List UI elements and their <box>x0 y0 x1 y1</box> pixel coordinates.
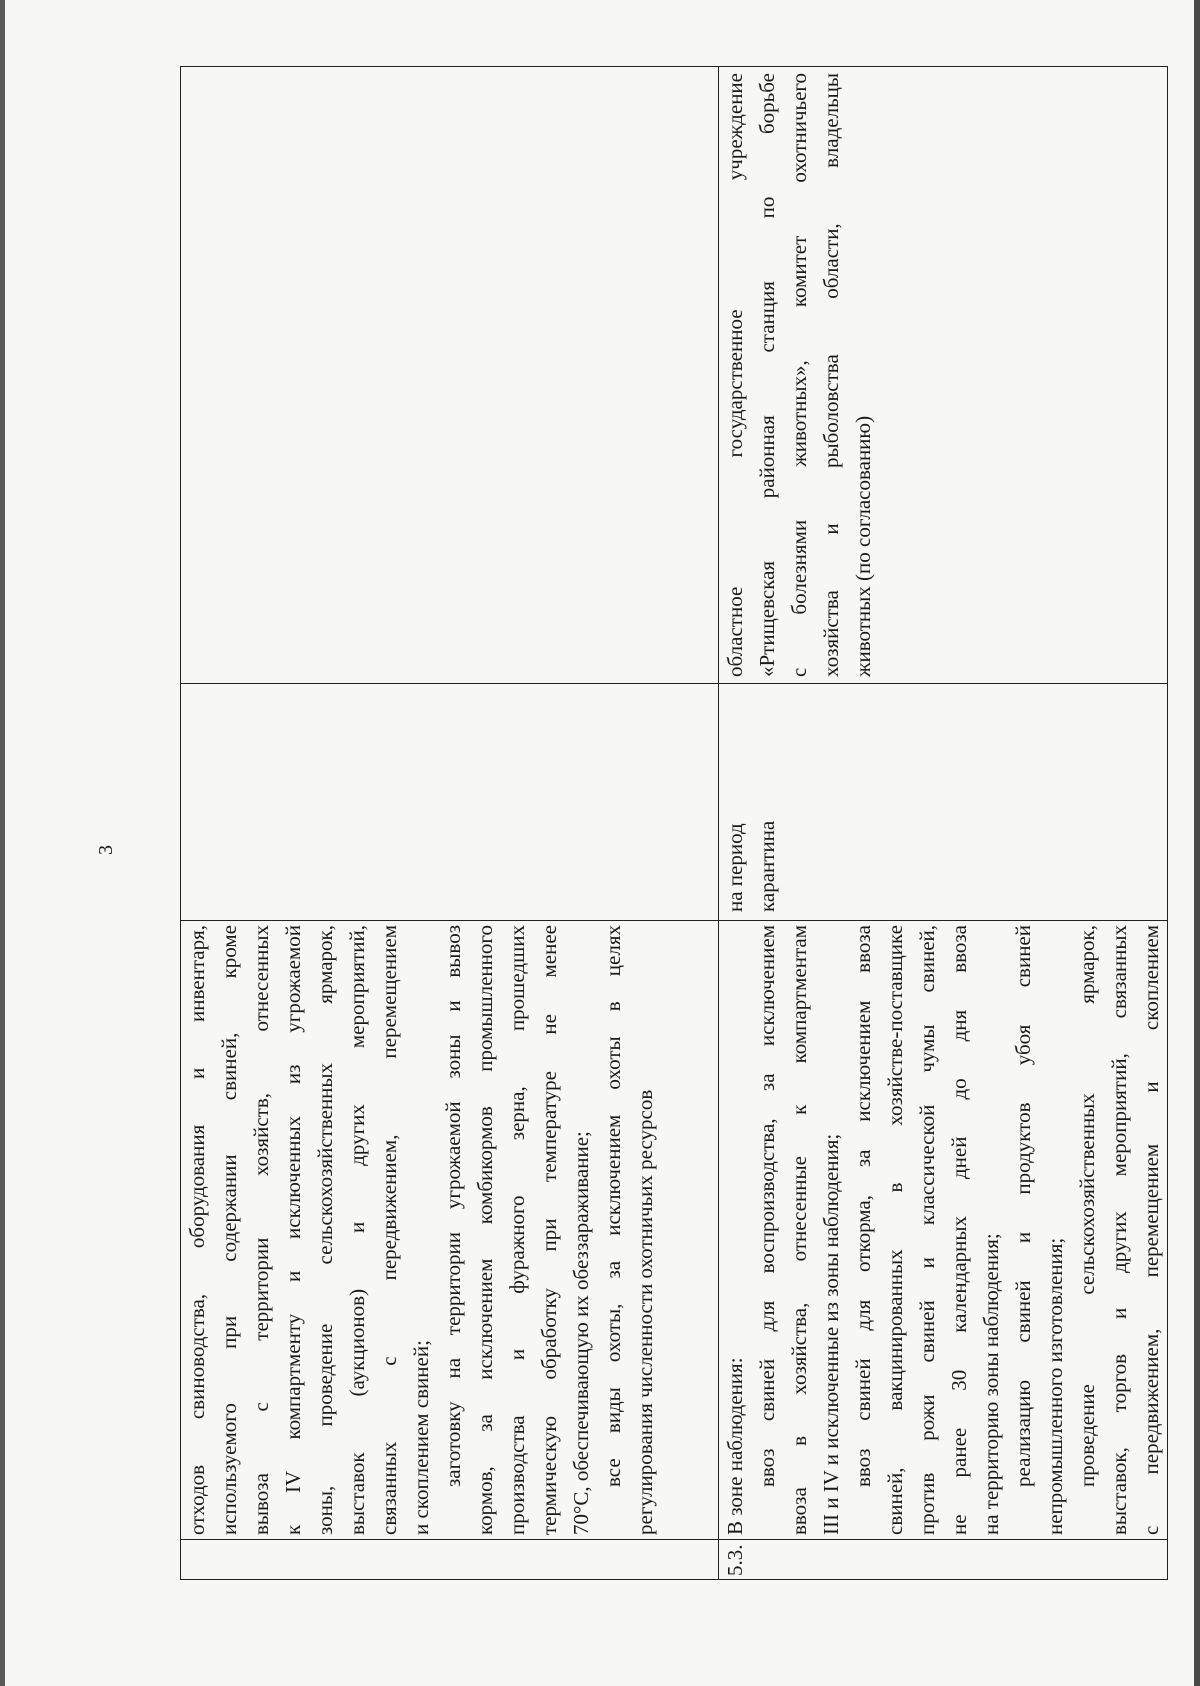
text-line: «Ртищевская районная станция по борьбе <box>755 73 779 677</box>
text-line: на период <box>723 823 747 912</box>
page-number: 3 <box>95 845 117 855</box>
scan-edge-left <box>0 0 5 1686</box>
text-line: отходов свиноводства, оборудования и инвентаря, <box>185 925 209 1535</box>
item-number: 5.3. <box>723 1544 747 1576</box>
text-line: используемого при содержании свиней, кроме <box>217 925 241 1535</box>
text-line: выставок (аукционов) и других мероприятий, <box>345 925 369 1535</box>
text-line: против рожи свиней и классической чумы свиней, <box>915 925 939 1535</box>
measures-text-cell <box>719 921 1168 1540</box>
text-line: непромышленного изготовления; <box>1043 1237 1067 1535</box>
text-line: регулирования численности охотничьих ресурсов <box>633 1089 657 1535</box>
text-line: термическую обработку при температуре не менее <box>537 925 561 1535</box>
text-line: ввоз свиней для откорма, за исключением ввоза <box>851 925 875 1487</box>
measures-text <box>719 925 1167 1535</box>
text-line: связанных с передвижением, перемещением <box>377 925 401 1535</box>
text-line: реализацию свиней и продуктов убоя свиней <box>1011 925 1035 1487</box>
text-line: с болезнями животных», комитет охотничьего <box>787 73 811 677</box>
text-line: свиней, вакцинированных в хозяйстве-поставщике <box>883 925 907 1535</box>
text-line: 70°С, обеспечивающую их обеззараживание; <box>569 1131 593 1535</box>
text-line: проведение сельскохозяйственных ярмарок, <box>1075 925 1099 1487</box>
text-line: к IV компартменту и исключенных из угрожаемой <box>281 925 305 1535</box>
responsible-cell <box>181 67 719 684</box>
text-line: ввоза в хозяйства, отнесенные к компартментам <box>787 925 811 1535</box>
table-row-continuation <box>181 67 719 1580</box>
text-line: карантина <box>755 820 779 912</box>
text-line: вывоза с территории хозяйств, отнесенных <box>249 925 273 1535</box>
num-cell <box>181 1540 719 1580</box>
table-row-5-3 <box>719 67 1168 1580</box>
responsible-text <box>719 73 879 677</box>
term-cell <box>181 684 719 921</box>
text-line: III и IV и исключенные из зоны наблюдения; <box>819 1133 843 1535</box>
term-cell <box>719 684 1168 921</box>
text-line: В зоне наблюдения: <box>723 1357 747 1535</box>
text-line: не ранее 30 календарных дней до дня ввоза <box>947 925 971 1535</box>
text-line: и скоплением свиней; <box>409 1340 433 1535</box>
text-line: животных (по согласованию) <box>851 415 875 677</box>
text-line: с передвижением, перемещением и скоплением <box>1139 925 1163 1535</box>
text-line: производства и фуражного зерна, прошедших <box>505 925 529 1535</box>
text-line: зоны, проведение сельскохозяйственных ярмарок, <box>313 925 337 1535</box>
measures-text-cell <box>181 921 719 1540</box>
measures-table <box>180 66 1168 1580</box>
text-line: все виды охоты, за исключением охоты в целях <box>601 925 625 1487</box>
term-text <box>719 692 783 912</box>
text-line: заготовку на территории угрожаемой зоны и вывоз <box>441 925 465 1487</box>
rotated-page <box>180 0 1180 1580</box>
text-line: хозяйства и рыболовства области, владельцы <box>819 73 843 677</box>
scan-edge-right <box>1194 0 1200 1686</box>
text-line: областное государственное учреждение <box>723 73 747 677</box>
text-line: на территорию зоны наблюдения; <box>979 1233 1003 1535</box>
responsible-cell <box>719 67 1168 684</box>
measures-text <box>181 925 661 1535</box>
text-line: кормов, за исключением комбикормов промышленного <box>473 925 497 1535</box>
text-line: выставок, торгов и других мероприятий, связанных <box>1107 925 1131 1535</box>
num-cell <box>719 1540 1168 1580</box>
text-line: ввоз свиней для воспроизводства, за исключением <box>755 925 779 1487</box>
